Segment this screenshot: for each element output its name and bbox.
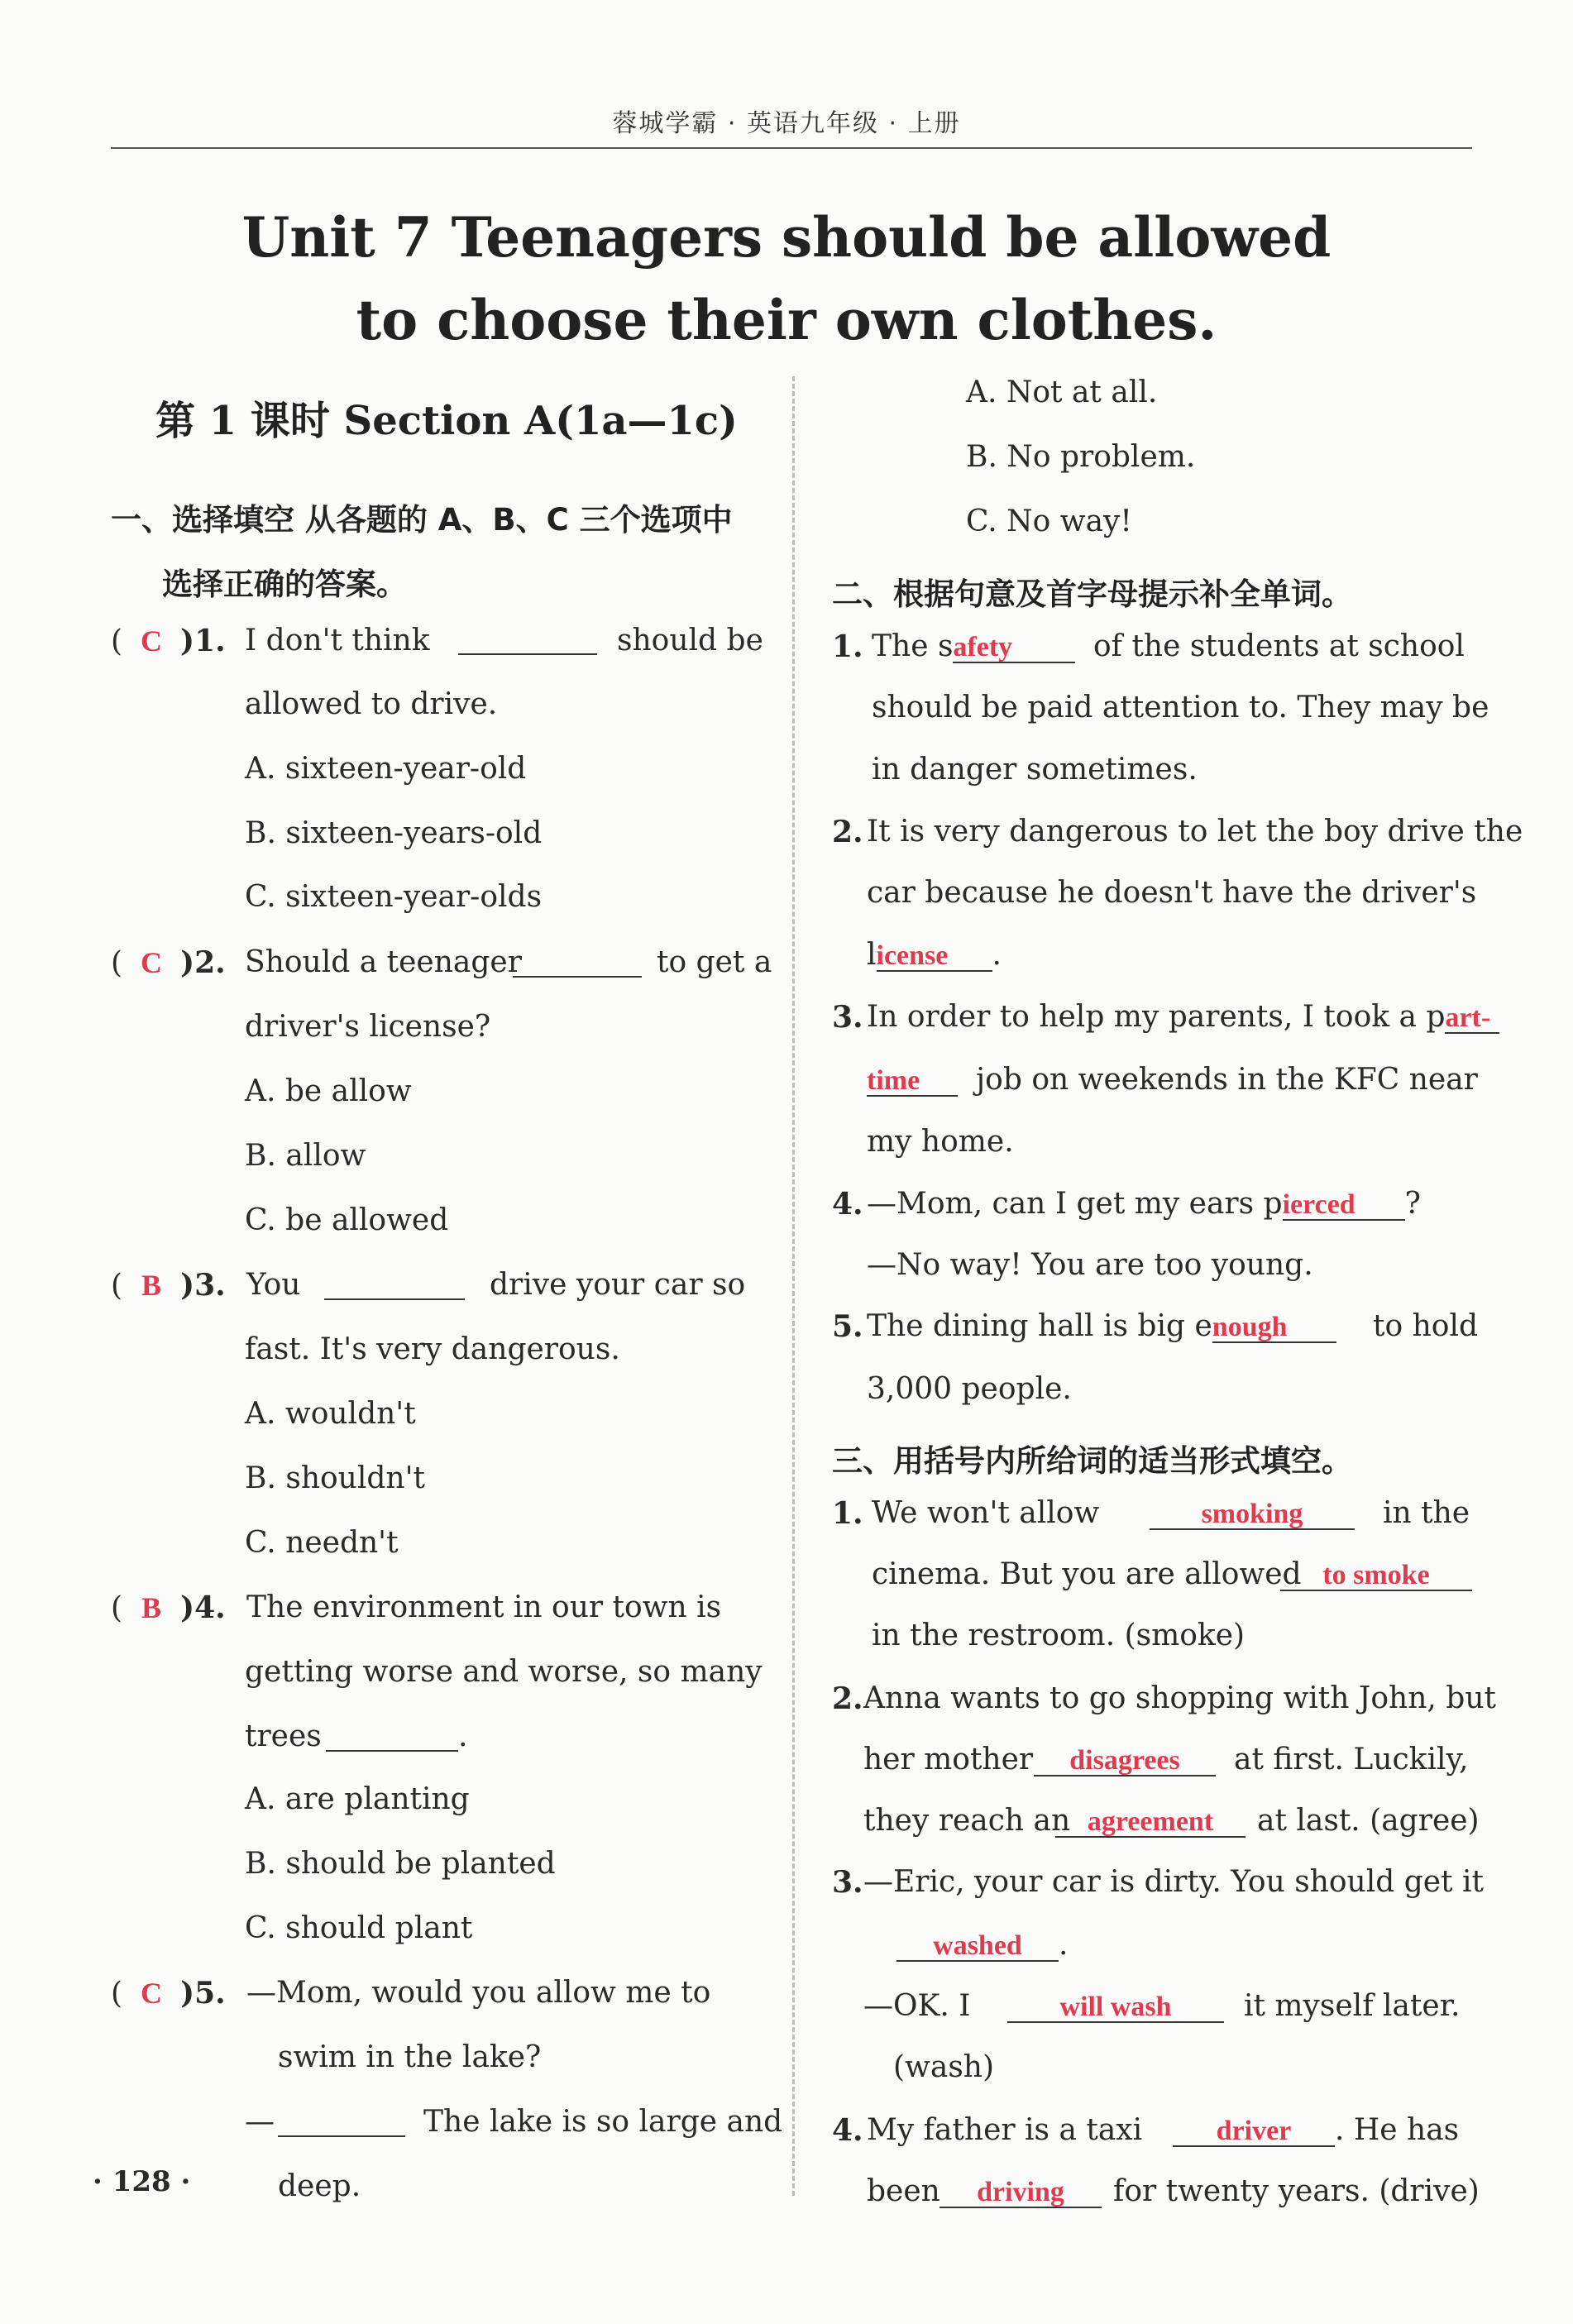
p2-q3-line2 (867, 1065, 958, 1097)
p2-q3-answer-1: art- (1445, 1002, 1491, 1033)
p3-q1-answer-2: to smoke (1322, 1560, 1430, 1590)
p3-q2-line2post: at first. Luckily, (1234, 1743, 1469, 1776)
p2-q1-post: of the students at school (1093, 629, 1465, 663)
p3-q4-num: 4. (832, 2113, 863, 2148)
p3-q2-num: 2. (832, 1681, 863, 1716)
p2-q4-num: 4. (832, 1187, 863, 1222)
p3-q2-line1: Anna wants to go shopping with John, but (863, 1681, 1496, 1715)
p3-q3-num: 3. (832, 1865, 863, 1900)
p2-q2-line2: car because he doesn't have the driver's (867, 876, 1477, 910)
q4-line1: The environment in our town is (246, 1590, 722, 1624)
q4-line2: getting worse and worse, so many (245, 1655, 763, 1689)
q5-line3a: — (245, 2105, 275, 2139)
p2-q5-num: 5. (832, 1309, 863, 1344)
part3-heading: 三、用括号内所给词的适当形式填空。 (832, 1443, 1352, 1479)
q5-blank (278, 2135, 405, 2137)
p3-q3-line3pre: —OK. I (863, 1989, 971, 2023)
q4-line3b: . (458, 1719, 468, 1753)
p3-q4-line1pre: My father is a taxi (867, 2113, 1143, 2147)
answer-2: C (141, 946, 163, 979)
q2-line1a: Should a teenager (245, 945, 522, 979)
p2-q4-line2: —No way! You are too young. (867, 1248, 1313, 1282)
answer-1: C (141, 624, 163, 658)
q5-line2: swim in the lake? (278, 2040, 542, 2074)
p2-q3-answer-2: time (867, 1065, 920, 1096)
p2-q5-line2: 3,000 people. (867, 1372, 1072, 1406)
q2-line2: driver's license? (245, 1010, 491, 1044)
p2-q2-line3: license . (867, 938, 1002, 972)
page-number: · 128 · (93, 2165, 191, 2198)
p3-q3-line2: washed . (896, 1930, 1068, 1962)
question-1: ( C )1. (111, 624, 226, 658)
p2-q1-answer: afety (953, 632, 1013, 662)
answer-3: B (141, 1269, 162, 1302)
p3-q4-blank1 (1173, 2116, 1335, 2147)
p3-q1-pre: We won't allow (872, 1496, 1100, 1530)
p3-q4-answer-1: driver (1216, 2116, 1292, 2146)
p3-q3-blank2 (1007, 1992, 1224, 2023)
header-rule (111, 147, 1472, 149)
p2-q2-answer: icense (876, 940, 949, 971)
p2-q3-line3: my home. (867, 1125, 1014, 1159)
p2-q1-line3: in danger sometimes. (872, 753, 1198, 787)
p2-q3-line1: In order to help my parents, I took a part- (867, 1002, 1499, 1034)
part1-heading-line2: 选择正确的答案。 (162, 567, 407, 602)
q1-line1a: I don't think (245, 624, 430, 658)
p3-q3-answer-1: washed (933, 1930, 1022, 1961)
q3-option-a: A. wouldn't (245, 1397, 416, 1431)
q4-blank (326, 1750, 458, 1752)
p3-q1-num: 1. (832, 1496, 863, 1531)
p2-q4-answer: ierced (1282, 1189, 1355, 1220)
q1-line1b: should be (617, 624, 763, 658)
p3-q3-answer-2: will wash (1059, 1992, 1172, 2022)
q1-option-b: B. sixteen-years-old (245, 816, 543, 850)
p3-q1-line3: in the restroom. (smoke) (872, 1619, 1245, 1652)
p3-q1-line2: cinema. But you are allowed (872, 1557, 1302, 1591)
answer-4: B (141, 1591, 162, 1624)
p3-q1-post: in the (1383, 1496, 1470, 1530)
q3-line2: fast. It's very dangerous. (245, 1332, 620, 1366)
column-divider (792, 376, 795, 2196)
p2-q2-line1: It is very dangerous to let the boy drive the (867, 815, 1523, 849)
q2-option-c: C. be allowed (245, 1203, 449, 1237)
p3-q2-line2pre: her mother (863, 1743, 1034, 1776)
q3-line1b: drive your car so (490, 1268, 746, 1302)
question-2: ( C )2. (111, 945, 226, 980)
q2-option-b: B. allow (245, 1139, 366, 1173)
p3-q2-answer-1: disagrees (1069, 1745, 1180, 1776)
q3-option-c: C. needn't (245, 1526, 399, 1560)
p2-q5-answer: nough (1212, 1312, 1288, 1342)
p3-q3-line1: —Eric, your car is dirty. You should get it (863, 1865, 1484, 1899)
q5-line4: deep. (278, 2169, 361, 2203)
p3-q2-answer-2: agreement (1087, 1806, 1214, 1837)
p2-q5-line1: The dining hall is big enough (867, 1312, 1336, 1343)
p3-q2-blank2 (1055, 1806, 1245, 1838)
p3-q1-blank1 (1150, 1499, 1355, 1530)
q2-line1b: to get a (657, 945, 772, 979)
p3-q3-line3post: it myself later. (1244, 1989, 1461, 2023)
q1-line2: allowed to drive. (245, 687, 498, 721)
lesson-heading: 第 1 课时 Section A(1a—1c) (155, 398, 738, 444)
p3-q1-blank2 (1280, 1560, 1472, 1591)
p2-q5-post: to hold (1373, 1309, 1479, 1343)
part1-heading-line1: 一、选择填空 从各题的 A、B、C 三个选项中 (111, 502, 733, 538)
p3-q4-line1post: . He has (1335, 2113, 1460, 2147)
q5-line1: —Mom, would you allow me to (246, 1976, 711, 2010)
p3-q4-answer-2: driving (977, 2177, 1064, 2207)
p2-q1-num: 1. (832, 629, 863, 664)
q2-blank (513, 976, 642, 978)
q1-option-a: A. sixteen-year-old (245, 752, 527, 786)
q5-option-b: B. No problem. (966, 440, 1196, 474)
p3-q1-answer-1: smoking (1201, 1499, 1303, 1529)
p3-q4-line2pre: been (867, 2174, 940, 2208)
p3-q2-line3pre: they reach an (863, 1804, 1071, 1838)
q5-option-a: A. Not at all. (966, 375, 1158, 409)
question-4: ( B )4. (111, 1590, 226, 1625)
q1-blank (458, 653, 597, 655)
q3-line1a: You (246, 1268, 301, 1302)
q4-line3a: trees (245, 1719, 322, 1753)
unit-title-line-2: to choose their own clothes. (356, 288, 1217, 352)
p3-q3-line4: (wash) (893, 2050, 995, 2084)
p2-q1-line2: should be paid attention to. They may be (872, 691, 1489, 724)
q4-option-c: C. should plant (245, 1911, 473, 1945)
p3-q2-line3post: at last. (agree) (1257, 1804, 1480, 1838)
q5-line3b: The lake is so large and (423, 2105, 783, 2139)
p3-q4-line2post: for twenty years. (drive) (1113, 2174, 1480, 2208)
q1-option-c: C. sixteen-year-olds (245, 880, 543, 914)
p2-q2-num: 2. (832, 815, 863, 849)
question-5: ( C )5. (111, 1976, 226, 2011)
q3-blank (324, 1298, 465, 1300)
p3-q2-blank1 (1034, 1745, 1216, 1776)
q2-option-a: A. be allow (245, 1074, 412, 1108)
p2-q3-line2-text: job on weekends in the KFC near (976, 1063, 1478, 1097)
p2-q3-num: 3. (832, 1000, 863, 1035)
p3-q4-blank2 (939, 2177, 1102, 2208)
q5-option-c: C. No way! (966, 504, 1132, 538)
unit-title-line-1: Unit 7 Teenagers should be allowed (241, 205, 1332, 270)
p2-q1-line1: The safety (872, 632, 1075, 663)
q4-option-b: B. should be planted (245, 1847, 556, 1881)
running-header: 蓉城学霸 · 英语九年级 · 上册 (612, 109, 961, 138)
q4-option-a: A. are planting (245, 1782, 470, 1816)
p2-q4-line1: —Mom, can I get my ears pierced ? (867, 1187, 1421, 1221)
q3-option-b: B. shouldn't (245, 1461, 425, 1495)
question-3: ( B )3. (111, 1268, 226, 1303)
answer-5: C (141, 1977, 163, 2010)
part2-heading: 二、根据句意及首字母提示补全单词。 (832, 576, 1352, 612)
